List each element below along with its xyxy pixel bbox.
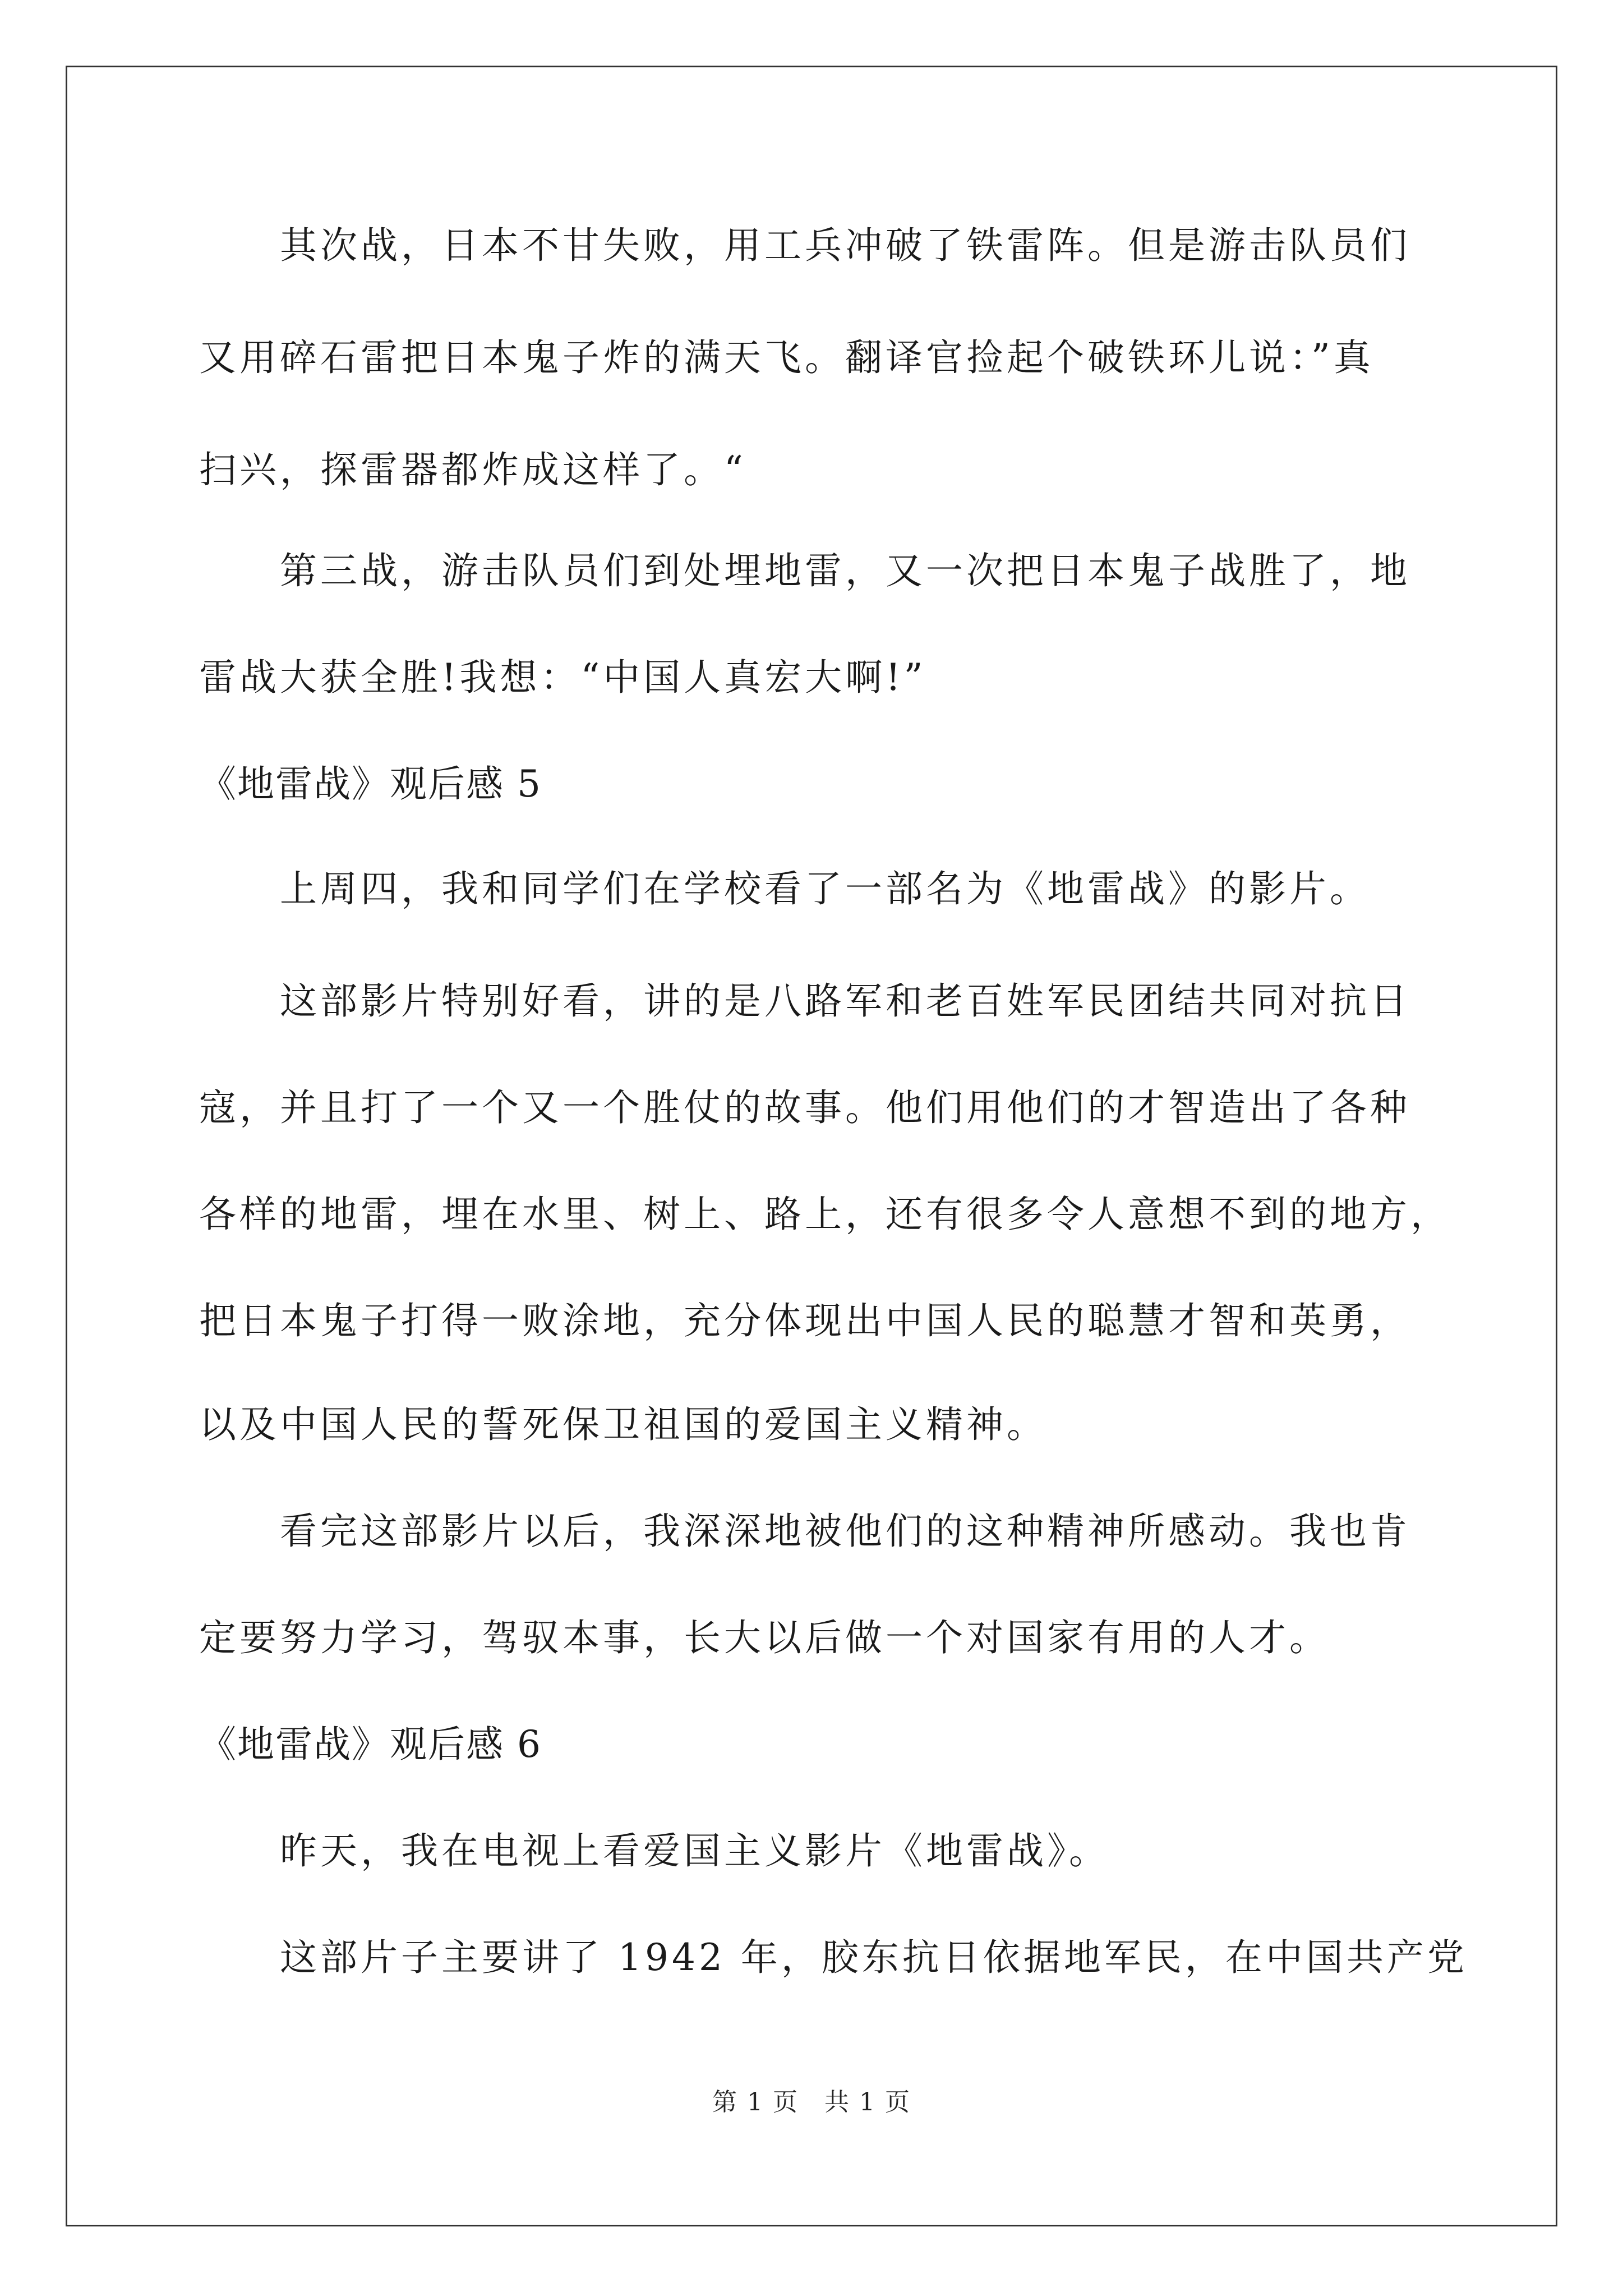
paragraph-line: 其次战，日本不甘失败，用工兵冲破了铁雷阵。但是游击队员们 [280, 224, 1410, 267]
paragraph-line: 各样的地雷，埋在水里、树上、路上，还有很多令人意想不到的地方， [199, 1193, 1451, 1236]
paragraph-line: 把日本鬼子打得一败涂地，充分体现出中国人民的聪慧才智和英勇， [199, 1299, 1410, 1342]
paragraph-line: 上周四，我和同学们在学校看了一部名为《地雷战》的影片。 [280, 867, 1370, 910]
paragraph-line: 雷战大获全胜!我想：“中国人真宏大啊!” [199, 656, 926, 699]
paragraph-line: 又用碎石雷把日本鬼子炸的满天飞。翻译官捡起个破铁环儿说：”真 [199, 336, 1374, 379]
paragraph-line: 这部片子主要讲了 1942 年，胶东抗日依据地军民，在中国共产党 [280, 1936, 1468, 1979]
page-footer: 第 1 页 共 1 页 [712, 2088, 911, 2116]
paragraph-line: 昨天，我在电视上看爱国主义影片《地雷战》。 [280, 1829, 1109, 1872]
section-heading: 《地雷战》观后感 5 [199, 762, 542, 806]
paragraph-line: 定要努力学习，驾驭本事，长大以后做一个对国家有用的人才。 [199, 1616, 1330, 1659]
page-border [66, 66, 1557, 2226]
paragraph-line: 寇，并且打了一个又一个胜仗的故事。他们用他们的才智造出了各种 [199, 1086, 1410, 1129]
paragraph-line: 扫兴，探雷器都炸成这样了。“ [199, 448, 746, 491]
section-heading: 《地雷战》观后感 6 [199, 1723, 542, 1766]
paragraph-line: 以及中国人民的誓死保卫祖国的爱国主义精神。 [199, 1403, 1047, 1446]
paragraph-line: 这部影片特别好看，讲的是八路军和老百姓军民团结共同对抗日 [280, 979, 1410, 1023]
paragraph-line: 第三战，游击队员们到处埋地雷，又一次把日本鬼子战胜了，地 [280, 549, 1410, 592]
paragraph-line: 看完这部影片以后，我深深地被他们的这种精神所感动。我也肯 [280, 1510, 1410, 1553]
